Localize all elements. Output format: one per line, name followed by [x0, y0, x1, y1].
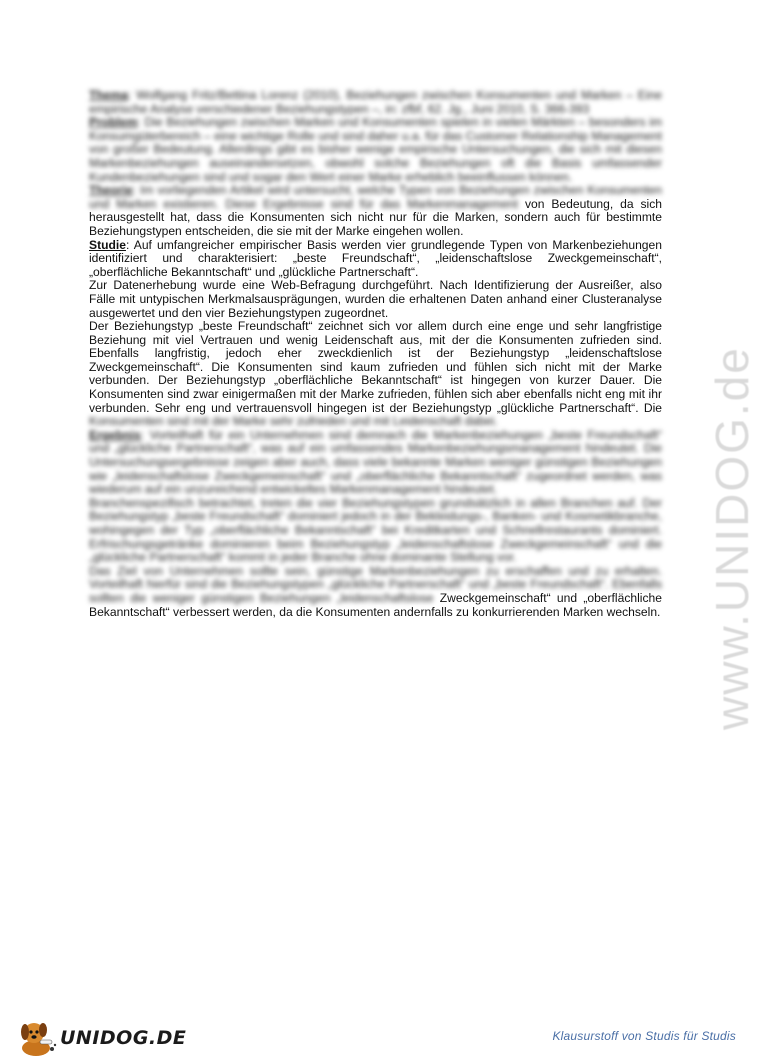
label-studie: Studie [89, 237, 126, 252]
studie-text: : Auf umfangreicher empirischer Basis werden vier grundlegende Typen von Markenbeziehungen identifiziert und charakterisiert: „beste Freundschaft“, „leidenschaftslose Zweckgemeinschaft“, „oberflächliche Bekanntschaft“ und „glückliche Partnerschaft“. [89, 237, 662, 279]
document-body [89, 89, 662, 619]
problem-text: : Die Beziehungen zwischen Marken und Konsumenten spielen in vielen Märkten – besonders im Konsumgüterbereich – eine wichtige Rolle und sind daher u.a. für das Customer Relationship Management von großer Bedeutung. Allerdings gibt es bisher wenige empirische Untersuchungen, die sich mit diesen Markenbeziehungen auseinandersetzen, obwohl solche Beziehungen oft die Basis umfassender Kundenbeziehungen sind und sogar den Wert einer Marke erheblich beeinflussen können. [89, 115, 662, 184]
paragraph-fazit [89, 565, 662, 619]
paragraph-thema [89, 89, 662, 116]
ergebnis-text: : Vorteilhaft für ein Unternehmen sind demnach die Markenbeziehungen „beste Freundschaft“ und „glückliche Partnerschaft“, was auf ein umfassendes Markenbeziehungsmanagement hindeutet. Die Untersuchungsergebnisse zeigen aber auch, dass viele bekannte Marken weniger günstigen Beziehungen wie „leidenschaftslose Zweckgemeinschaft“ und „oberflächliche Bekanntschaft“ zugeordnet werden, was wiederum auf ein unzureichend entwickeltes Markenmanagement hindeutet. [89, 427, 662, 497]
beziehungstypen-text-blurred: Konsumenten sind mit der Marke sehr zufrieden und mit Leidenschaft dabei. [89, 414, 498, 429]
paragraph-branchen: Branchenspezifisch betrachtet, treten die vier Beziehungstypen grundsätzlich in allen Branchen auf. Der Beziehungstyp „beste Freundschaft“ dominiert jedoch in der Bekleidungs-, Banken- und Kosmetikbranche, wohingegen der Typ „oberflächliche Bekanntschaft“ bei Kreditkarten und Schnellrestaurants dominiert. Erfrischungsgetränke dominieren beim Beziehungstyp „leidenschaftslose Zweckgemeinschaft“ und die „glückliche Partnerschaft“ kommt in jeder Branche ohne dominante Stellung vor. [89, 495, 662, 565]
logo-text: UNIDOG.DE [60, 1027, 187, 1049]
fazit-text: Zweckgemeinschaft“ und „oberflächliche Bekanntschaft“ verbessert werden, da die Konsumenten andernfalls zu konkurrierenden Marken wechseln. [89, 590, 662, 619]
paragraph-theorie [89, 184, 662, 238]
label-ergebnis: Ergebnis [89, 427, 141, 442]
paragraph-studie [89, 239, 662, 280]
fazit-text-blurred: Das Ziel von Unternehmen sollte sein, günstige Markenbeziehungen zu erschaffen und zu erhalten. Vorteilhaft hierfür sind die Beziehungstypen „glückliche Partnerschaft“ und „beste Freundschaft“. Ebenfalls sollten die weniger günstigen Beziehungen „leidenschaftslose [89, 563, 662, 605]
beziehungstypen-text: Der Beziehungstyp „beste Freundschaft“ zeichnet sich vor allem durch eine enge und sehr langfristige Beziehung mit viel Vertrauen und wenig Leidenschaft aus, mit der die Konsumenten zufrieden sind. Ebenfalls langfristig, jedoch eher zweckdienlich ist der Beziehungstyp „leidenschaftslose Zweckgemeinschaft“. Die Konsumenten sind kaum zufrieden und fühlen sich nicht mit der Marke verbunden. Der Beziehungstyp „oberflächliche Bekanntschaft“ ist hingegen von kurzer Dauer. Die Konsumenten sind zwar einigermaßen mit der Marke zufrieden, fühlen sich aber ebenfalls nicht eng mit ihr verbunden. Sehr eng und vertrauensvoll hingegen ist der Beziehungstyp „glückliche Partnerschaft“. Die [89, 319, 662, 415]
footer-tagline: Klausurstoff von Studis für Studis [552, 1029, 736, 1043]
paragraph-problem [89, 116, 662, 184]
paragraph-datenerhebung: Zur Datenerhebung wurde eine Web-Befragung durchgeführt. Nach Identifizierung der Ausreißer, also Fälle mit untypischen Merkmalsausprägungen, wurden die erhaltenen Daten anhand einer Clusteranalyse ausgewertet und den vier Beziehungstypen zugeordnet. [89, 278, 662, 320]
thema-text: : Wolfgang Fritz/Bettina Lorenz (2010), Beziehungen zwischen Konsumenten und Marken – Eine empirische Analyse verschiedener Beziehungstypen –, in: zfbf, 62. Jg., Juni 2010, S. 366-393 [89, 88, 662, 116]
watermark: www.UNIDOG.de [706, 346, 758, 730]
unidog-logo[interactable] [14, 1018, 186, 1058]
label-thema: Thema [89, 88, 128, 102]
dog-mascot-icon [14, 1018, 58, 1058]
paragraph-ergebnis [89, 429, 662, 497]
paragraph-beziehungstypen [89, 320, 662, 429]
label-problem: Problem [89, 115, 138, 130]
theorie-text-blurred: : Im vorliegenden Artikel wird untersucht, welche Typen von Beziehungen zwischen Konsumenten und Marken existieren. Diese Ergebnisse sind für das Markenmanagement [89, 183, 662, 211]
label-theorie: Theorie [89, 183, 133, 198]
theorie-text: von Bedeutung, da sich herausgestellt hat, dass die Konsumenten sich nicht nur für die Marken, sondern auch für bestimmte Beziehungstypen entscheiden, die sie mit der Marke eingehen wollen. [89, 196, 662, 238]
